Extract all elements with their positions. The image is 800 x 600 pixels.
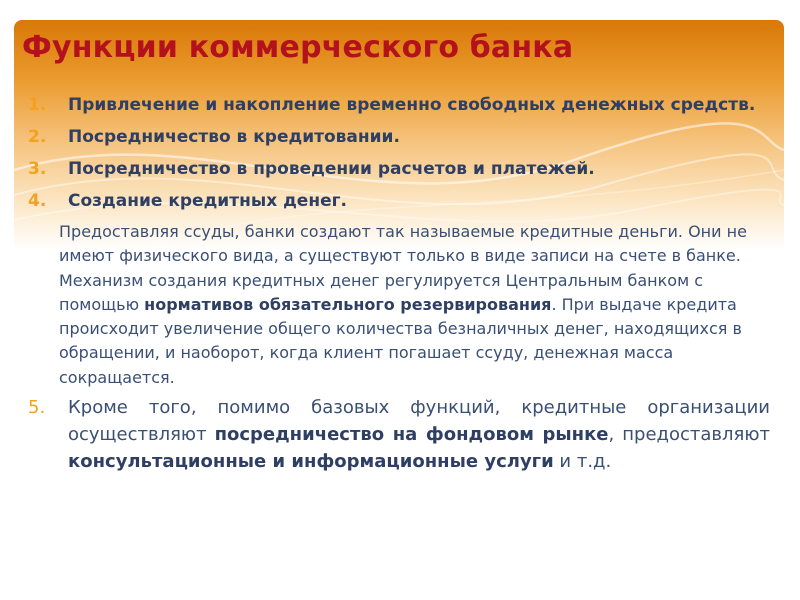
list-number: 5. xyxy=(28,397,46,419)
list-item-text: Посредничество в проведении расчетов и платежей. xyxy=(68,159,595,179)
credit-money-paragraph xyxy=(59,220,770,390)
list-number: 4. xyxy=(28,191,47,211)
paragraph-text: Предоставляя ссуды, банки создают так называемые кредитные деньги. Они не имеют физического вида, а существуют только в виде записи на счете в банке. Механизм создания кредитных денег регулируется Центральным банком с помощью xyxy=(59,222,747,314)
list-item-text: , предоставляют xyxy=(608,424,770,446)
list-item xyxy=(28,92,770,118)
list-item xyxy=(28,124,770,150)
list-item-text: Посредничество в кредитовании. xyxy=(68,127,400,147)
list-item-text: и т.д. xyxy=(553,451,612,473)
paragraph-bold-term: нормативов обязательного резервирования xyxy=(144,294,552,314)
list-item-bold-term: консультационные и информационные услуги xyxy=(68,451,554,473)
functions-list xyxy=(28,92,770,481)
list-item xyxy=(28,188,770,214)
list-item xyxy=(28,394,770,475)
slide-title: Функции коммерческого банка xyxy=(22,30,574,65)
list-number: 1. xyxy=(28,95,47,115)
list-item-text: Создание кредитных денег. xyxy=(68,191,347,211)
list-item-text: Кроме того, помимо базовых функций, кредитные организации осуществляют xyxy=(68,397,770,446)
list-item xyxy=(28,156,770,182)
list-number: 2. xyxy=(28,127,47,147)
list-number: 3. xyxy=(28,159,47,179)
paragraph-text: . При выдаче кредита происходит увеличение общего количества безналичных денег, находящихся в обращении, и наоборот, когда клиент погашает ссуду, денежная масса сокращается. xyxy=(59,294,742,387)
list-item-bold-term: посредничество на фондовом рынке xyxy=(214,424,609,446)
list-item-text: Привлечение и накопление временно свободных денежных средств. xyxy=(68,95,756,115)
